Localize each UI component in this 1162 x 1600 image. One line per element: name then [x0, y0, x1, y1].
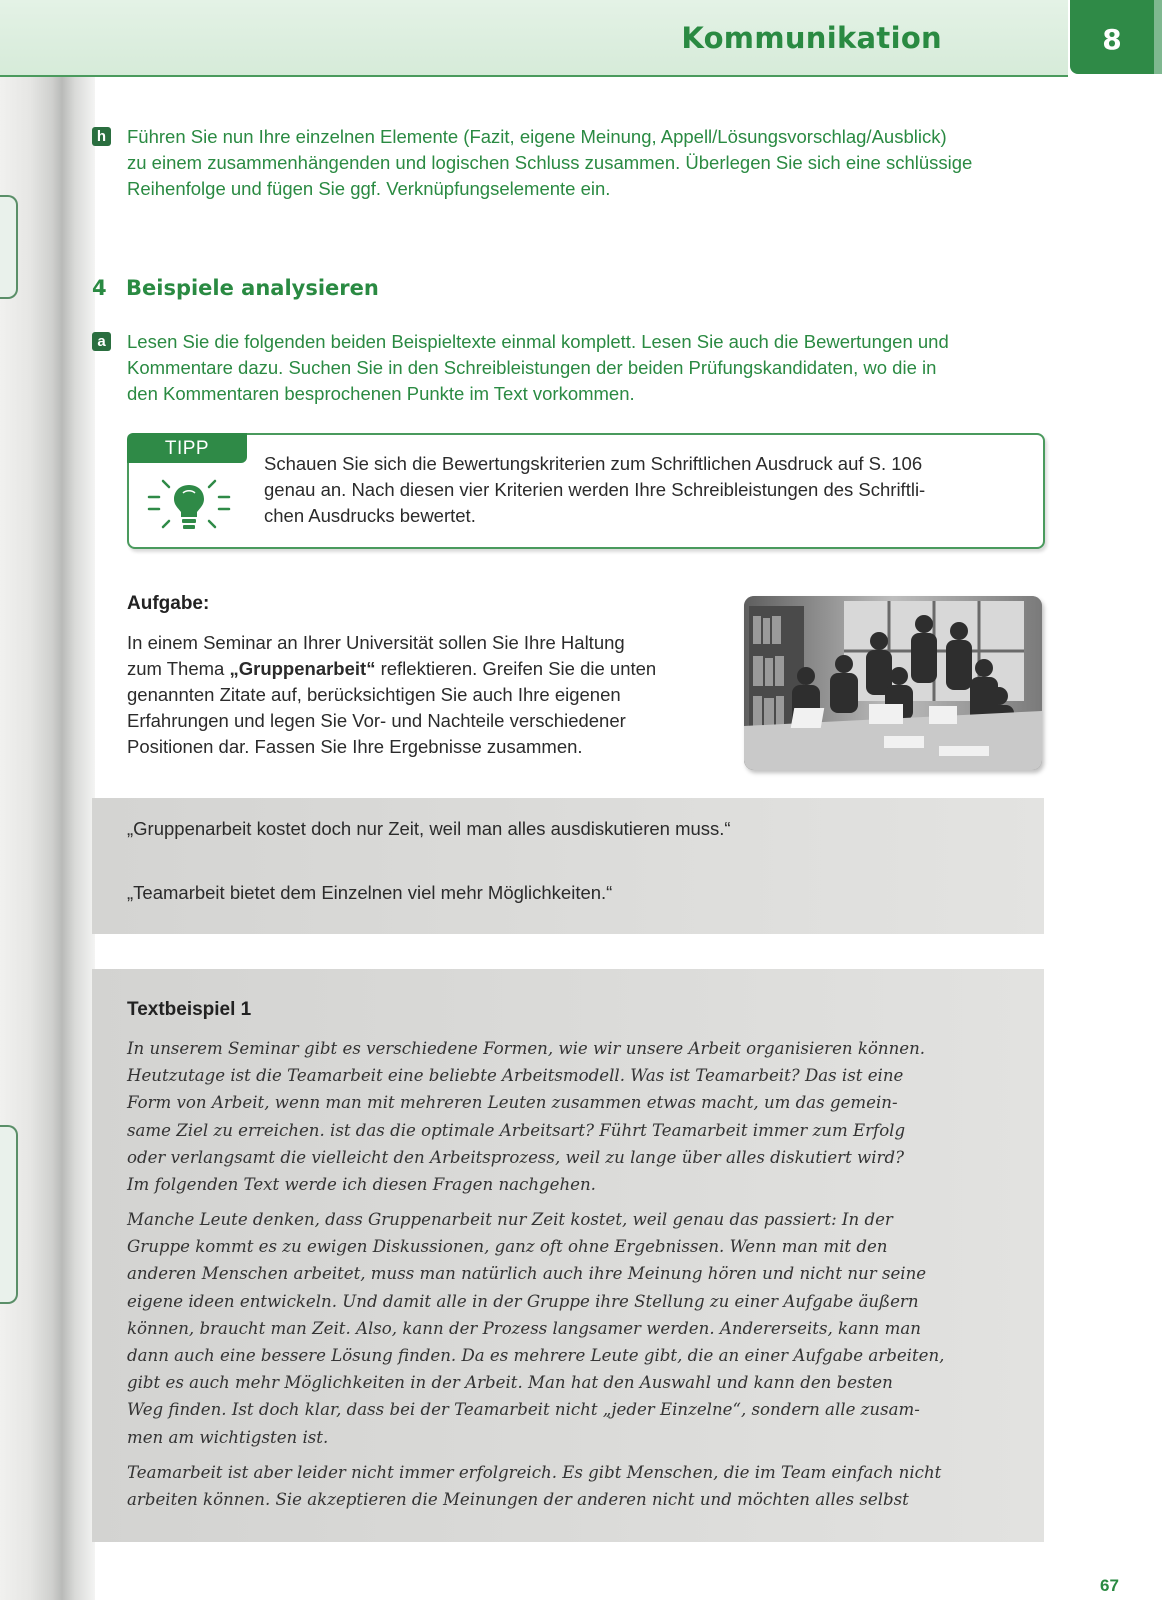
section-heading: [92, 276, 379, 300]
handwritten-line: Form von Arbeit, wenn man mit mehreren Leuten zusammen etwas macht, um das gemein-: [127, 1093, 898, 1113]
handwritten-line: dann auch eine bessere Lösung finden. Da es mehrere Leute gibt, die an einer Aufgabe arbeiten,: [127, 1346, 945, 1366]
tip-line: chen Ausdrucks bewertet.: [264, 505, 476, 526]
aufgabe-line: Erfahrungen und legen Sie Vor- und Nachteile verschiedener: [127, 710, 626, 731]
handwritten-line: Weg finden. Ist doch klar, dass bei der Teamarbeit nicht „jeder Einzelne“, sondern alle zusam-: [127, 1400, 920, 1420]
chapter-title: Kommunikation: [681, 21, 942, 55]
handwritten-line: Teamarbeit ist aber leider nicht immer erfolgreich. Es gibt Menschen, die im Team einfach nicht: [127, 1463, 942, 1482]
task-h: [92, 124, 1042, 202]
tip-text: [264, 451, 1024, 529]
handwritten-line: arbeiten können. Sie akzeptieren die Meinungen der anderen nicht und möchten alles selbst: [127, 1490, 909, 1510]
handwritten-line: Manche Leute denken, dass Gruppenarbeit nur Zeit kostet, weil genau das passiert: In der: [127, 1210, 893, 1229]
aufgabe-text: [127, 630, 707, 760]
aufgabe-heading: Aufgabe:: [127, 593, 210, 614]
aufgabe-line-part: reflektieren. Greifen Sie die unten: [375, 658, 657, 679]
task-instruction: [127, 329, 1042, 407]
previous-page-tab: [0, 195, 18, 299]
task-letter-badge: a: [92, 332, 111, 351]
aufgabe-line-part: zum Thema: [127, 658, 230, 679]
aufgabe-line: genannten Zitate auf, berücksichtigen Sie auch Ihre eigenen: [127, 684, 621, 705]
task-line: zu einem zusammenhängenden und logischen Schluss zusammen. Überlegen Sie sich eine schlüssige: [127, 152, 973, 173]
previous-page-tab: [0, 1125, 18, 1304]
example-heading: Textbeispiel 1: [127, 999, 252, 1020]
handwritten-line: men am wichtigsten ist.: [127, 1427, 329, 1447]
handwritten-line: eigene ideen entwickeln. Und damit alle in der Gruppe ihre Stellung zu einer Aufgabe äußern: [127, 1291, 919, 1311]
handwritten-line: anderen Menschen arbeitet, muss man natürlich auch ihre Meinung hören und nicht nur seine: [127, 1264, 927, 1284]
section-number: 4: [92, 276, 107, 300]
lightbulb-icon: [143, 471, 235, 535]
quote: „Teamarbeit bietet dem Einzelnen viel mehr Möglichkeiten.“: [127, 882, 613, 903]
example-paragraph: [127, 1206, 1027, 1451]
example-paragraph: [127, 1035, 1027, 1198]
handwritten-line: können, braucht man Zeit. Also, kann der Prozess langsamer werden. Andererseits, kann man: [127, 1318, 921, 1338]
chapter-number-badge: 8: [1070, 0, 1154, 74]
section-title: Beispiele analysieren: [126, 276, 379, 300]
tip-line: Schauen Sie sich die Bewertungskriterien zum Schriftlichen Ausdruck auf S. 106: [264, 453, 923, 474]
handwritten-line: Gruppe kommt es zu ewigen Diskussionen, ganz oft ohne Ergebnissen. Wenn man mit den: [127, 1237, 888, 1257]
tip-line: genau an. Nach diesen vier Kriterien werden Ihre Schreibleistungen des Schriftli-: [264, 479, 926, 500]
page-number: 67: [1100, 1576, 1119, 1595]
task-line: Lesen Sie die folgenden beiden Beispieltexte einmal komplett. Lesen Sie auch die Bewertungen und: [127, 331, 949, 352]
task-line: Kommentare dazu. Suchen Sie in den Schreibleistungen der beiden Prüfungskandidaten, wo die in: [127, 357, 937, 378]
aufgabe-topic: „Gruppenarbeit“: [229, 658, 376, 679]
text-example-box: [92, 969, 1044, 1542]
tip-label: TIPP: [127, 433, 247, 463]
tip-box: [127, 433, 1045, 549]
task-line: Reihenfolge und fügen Sie ggf. Verknüpfungselemente ein.: [127, 178, 611, 199]
example-paragraph: [127, 1459, 1027, 1513]
handwritten-line: gibt es auch mehr Möglichkeiten in der Arbeit. Man hat den Auswahl und kann den besten: [127, 1373, 893, 1393]
handwritten-line: Im folgenden Text werde ich diesen Fragen nachgehen.: [127, 1175, 596, 1195]
task-letter-badge: h: [92, 127, 111, 146]
handwritten-line: oder verlangsamt die vielleicht den Arbeitsprozess, weil zu lange über alles diskutiert wird?: [127, 1147, 904, 1167]
task-a: [92, 329, 1042, 407]
aufgabe-line: Positionen dar. Fassen Sie Ihre Ergebnisse zusammen.: [127, 736, 583, 757]
header-edge-strip: [1154, 0, 1162, 74]
handwritten-line: In unserem Seminar gibt es verschiedene Formen, wie wir unsere Arbeit organisieren können.: [127, 1039, 926, 1058]
handwritten-line: Heutzutage ist die Teamarbeit eine beliebte Arbeitsmodell. Was ist Teamarbeit? Das ist eine: [127, 1066, 904, 1086]
group-work-photo: [744, 596, 1042, 770]
chapter-header: [0, 0, 1068, 77]
aufgabe-line: In einem Seminar an Ihrer Universität sollen Sie Ihre Haltung: [127, 632, 625, 653]
quotes-box: [92, 798, 1044, 934]
quote: „Gruppenarbeit kostet doch nur Zeit, weil man alles ausdiskutieren muss.“: [127, 818, 731, 839]
task-instruction: [127, 124, 1042, 202]
task-line: den Kommentaren besprochenen Punkte im Text vorkommen.: [127, 383, 635, 404]
handwritten-line: same Ziel zu erreichen. ist das die optimale Arbeitsart? Führt Teamarbeit immer zum Erfolg: [127, 1120, 906, 1140]
task-line: Führen Sie nun Ihre einzelnen Elemente (Fazit, eigene Meinung, Appell/Lösungsvorschlag/Ausblick): [127, 126, 947, 147]
aufgabe-line: [127, 656, 707, 682]
